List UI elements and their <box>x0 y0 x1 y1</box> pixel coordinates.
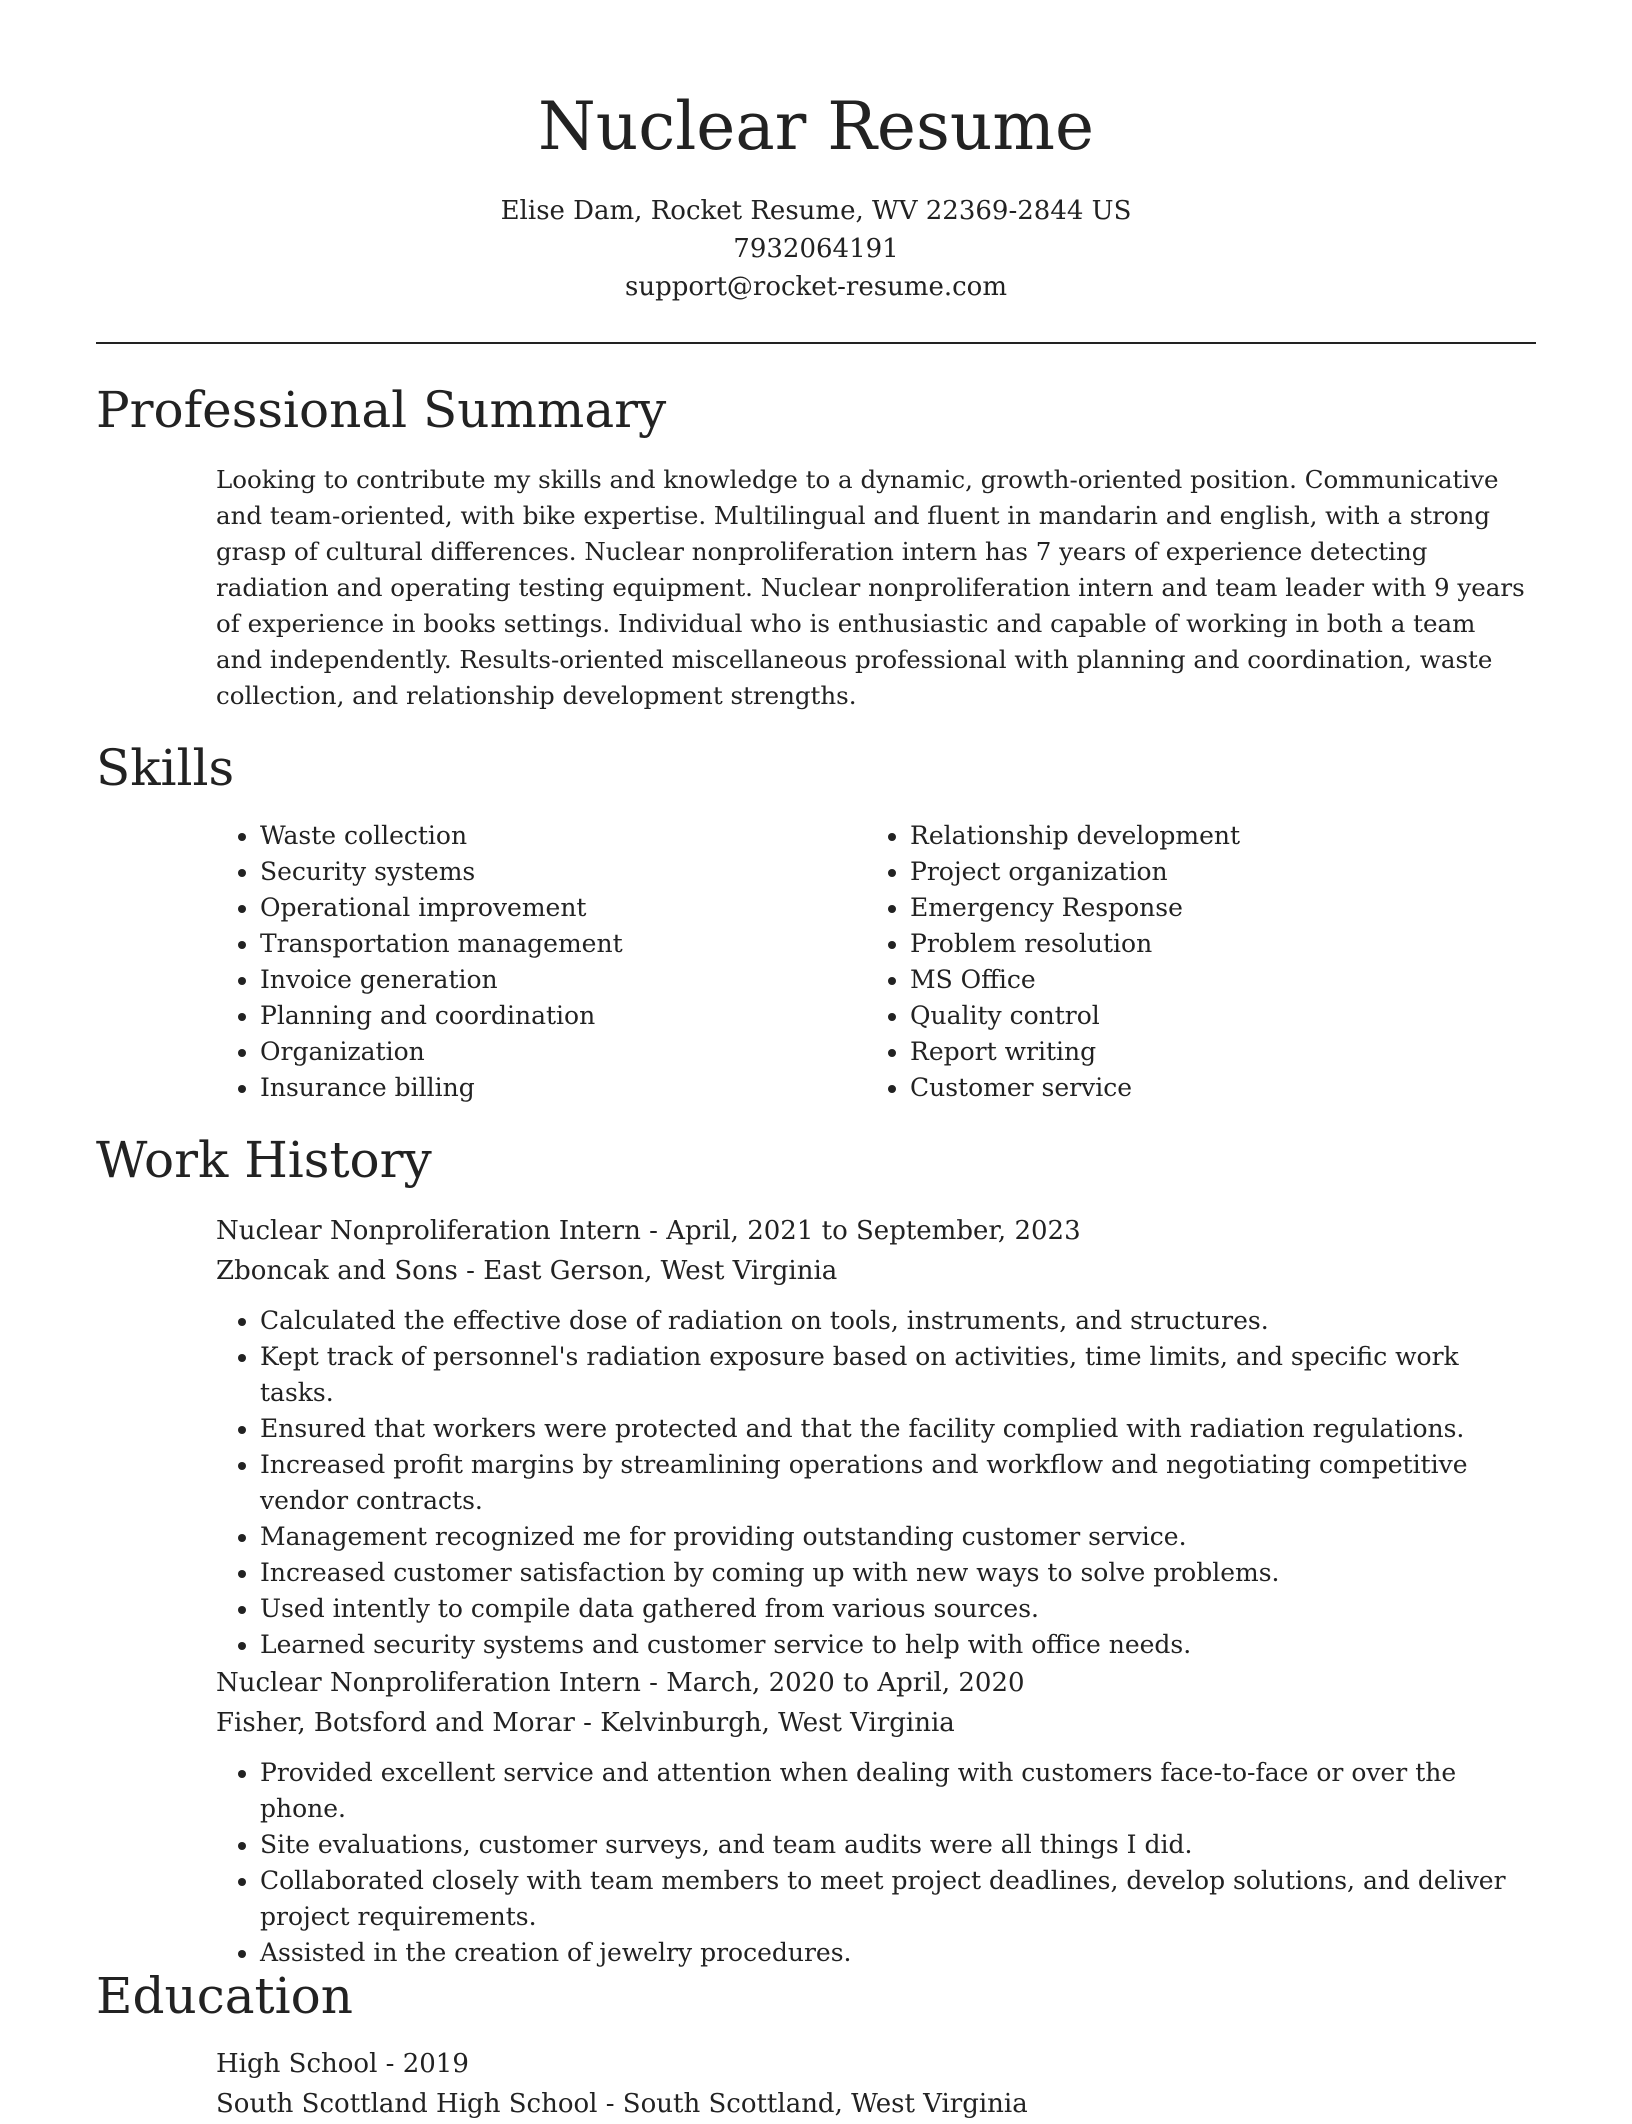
job-company: Zboncak and Sons <box>216 1256 458 1286</box>
header-divider <box>96 342 1536 344</box>
skill-item: • Project organization <box>910 854 1240 890</box>
job-bullets <box>216 1303 1526 1663</box>
education-year: 2019 <box>402 2049 469 2079</box>
job-title-line: Nuclear Nonproliferation Intern - March, 2020 to April, 2020 <box>216 1668 1025 1698</box>
section-title-skills: Skills <box>96 739 235 797</box>
job-bullet: • Assisted in the creation of jewelry procedures. <box>260 1935 1526 1971</box>
job-bullet: • Collaborated closely with team members to meet project deadlines, develop solutions, and deliver project requirements. <box>260 1863 1526 1935</box>
job-bullet: • Increased customer satisfaction by coming up with new ways to solve problems. <box>260 1555 1526 1591</box>
summary-text: Looking to contribute my skills and knowledge to a dynamic, growth-oriented position. Communicative and team-oriented, with bike expertise. Multilingual and fluent in mandarin and english, with a strong grasp of cultural differences. Nuclear nonproliferation intern has 7 years of experience detecting radiation and operating testing equipment. Nuclear nonproliferation intern and team leader with 9 years of experience in books settings. Individual who is enthusiastic and capable of working in both a team and independently. Results-oriented miscellaneous professional with planning and coordination, waste collection, and relationship development strengths. <box>216 465 1525 710</box>
job-entry <box>216 1663 1526 1971</box>
education-entry <box>216 2044 1526 2124</box>
skill-item: • MS Office <box>910 962 1240 998</box>
skill-item: • Invoice generation <box>260 962 623 998</box>
job-title-line: Nuclear Nonproliferation Intern - April, 2021 to September, 2023 <box>216 1216 1081 1246</box>
job-position: Nuclear Nonproliferation Intern <box>216 1216 641 1246</box>
job-bullet: • Provided excellent service and attention when dealing with customers face-to-face or over the phone. <box>260 1755 1526 1827</box>
job-bullet: • Calculated the effective dose of radiation on tools, instruments, and structures. <box>260 1303 1526 1339</box>
job-location: East Gerson, West Virginia <box>483 1256 838 1286</box>
job-bullet: • Management recognized me for providing outstanding customer service. <box>260 1519 1526 1555</box>
skill-item: • Report writing <box>910 1034 1240 1070</box>
education-degree-line: High School - 2019 <box>216 2049 469 2079</box>
skill-item: • Operational improvement <box>260 890 623 926</box>
job-bullet: • Learned security systems and customer service to help with office needs. <box>260 1627 1526 1663</box>
job-bullets <box>216 1755 1526 1971</box>
skill-item: • Waste collection <box>260 818 623 854</box>
skill-item: • Customer service <box>910 1070 1240 1106</box>
skill-item: • Emergency Response <box>910 890 1240 926</box>
skill-item: • Relationship development <box>910 818 1240 854</box>
resume-header <box>96 86 1536 306</box>
skill-item: • Quality control <box>910 998 1240 1034</box>
skill-item: • Organization <box>260 1034 623 1070</box>
skills-column-right <box>866 818 1240 1106</box>
section-title-work-history: Work History <box>96 1131 432 1189</box>
skill-item: • Problem resolution <box>910 926 1240 962</box>
job-location: Kelvinburgh, West Virginia <box>600 1708 955 1738</box>
skill-item: • Insurance billing <box>260 1070 623 1106</box>
section-title-summary: Professional Summary <box>96 381 667 439</box>
skills-column-left <box>216 818 623 1106</box>
contact-phone: 7932064191 <box>733 234 899 264</box>
job-bullet: • Increased profit margins by streamlining operations and workflow and negotiating competitive vendor contracts. <box>260 1447 1526 1519</box>
job-dates: March, 2020 to April, 2020 <box>666 1668 1025 1698</box>
contact-address: Elise Dam, Rocket Resume, WV 22369-2844 US <box>500 196 1132 226</box>
contact-email: support@rocket-resume.com <box>624 272 1007 302</box>
education-school: South Scottland High School <box>216 2089 598 2119</box>
job-entry <box>216 1211 1526 1663</box>
job-bullet: • Used intently to compile data gathered from various sources. <box>260 1591 1526 1627</box>
resume-name: Nuclear Resume <box>537 88 1095 165</box>
skill-item: • Planning and coordination <box>260 998 623 1034</box>
contact-info <box>96 192 1536 306</box>
education-school-line: South Scottland High School - South Scottland, West Virginia <box>216 2089 1028 2119</box>
skill-item: • Transportation management <box>260 926 623 962</box>
job-bullet: • Ensured that workers were protected and that the facility complied with radiation regulations. <box>260 1411 1526 1447</box>
education-location: South Scottland, West Virginia <box>622 2089 1028 2119</box>
job-position: Nuclear Nonproliferation Intern <box>216 1668 641 1698</box>
job-company: Fisher, Botsford and Morar <box>216 1708 575 1738</box>
section-title-education: Education <box>96 1967 353 2025</box>
job-company-line: Fisher, Botsford and Morar - Kelvinburgh, West Virginia <box>216 1708 955 1738</box>
skill-item: • Security systems <box>260 854 623 890</box>
job-dates: April, 2021 to September, 2023 <box>666 1216 1081 1246</box>
job-bullet: • Site evaluations, customer surveys, and team audits were all things I did. <box>260 1827 1526 1863</box>
job-bullet: • Kept track of personnel's radiation exposure based on activities, time limits, and specific work tasks. <box>260 1339 1526 1411</box>
job-company-line: Zboncak and Sons - East Gerson, West Virginia <box>216 1256 838 1286</box>
education-degree: High School <box>216 2049 378 2079</box>
